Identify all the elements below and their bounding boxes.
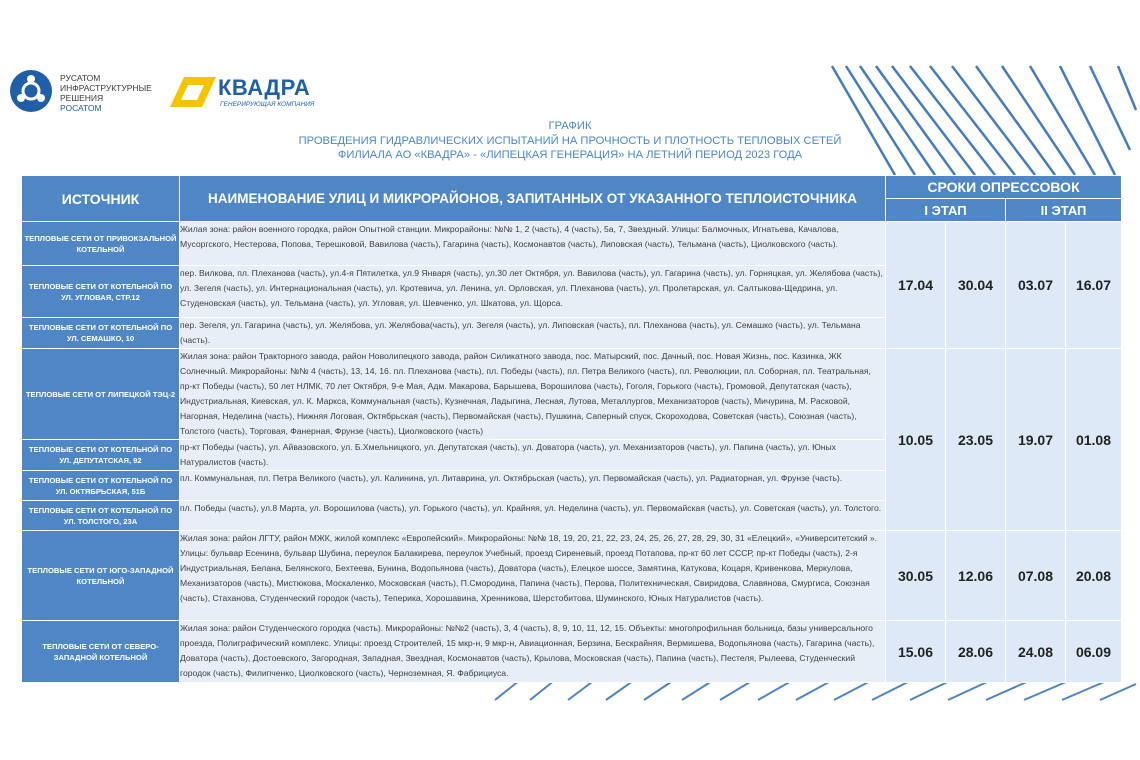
header-source: ИСТОЧНИК bbox=[22, 176, 180, 222]
rosatom-line-3: РЕШЕНИЯ bbox=[60, 93, 104, 103]
title-line-1: ГРАФИК bbox=[548, 120, 592, 132]
kvadra-mark-icon bbox=[170, 75, 216, 109]
date-cell: 20.08 bbox=[1066, 531, 1122, 621]
schedule-table bbox=[21, 175, 1122, 683]
source-cell: ТЕПЛОВЫЕ СЕТИ ОТ КОТЕЛЬНОЙ ПО УЛ. СЕМАШКО, 10 bbox=[22, 318, 180, 349]
source-cell: ТЕПЛОВЫЕ СЕТИ ОТ ЛИПЕЦКОЙ ТЭЦ-2 bbox=[22, 349, 180, 440]
table-row bbox=[22, 349, 1122, 440]
date-cell: 30.05 bbox=[886, 531, 946, 621]
streets-cell: пер. Вилкова, пл. Плеханова (часть), ул.4-я Пятилетка, ул.9 Января (часть), ул.30 лет Октября, ул. Вавилова (часть), ул. Гагарина (часть), ул. Горняцкая, ул. Желябова (часть), ул. Зегеля (часть), ул. Интернациональная (часть), ул. Кротевича, ул. Ленина, ул. Орловская, ул. Плеханова (часть), ул. Пролетарская, ул. Салтыкова-Щедрина, ул. Студеновская (часть), ул. Тельмана (часть), ул. Угловая, ул. Шевченко, ул. Шкатова, ул. Щорса. bbox=[180, 266, 886, 318]
table-row bbox=[22, 621, 1122, 683]
streets-cell: пл. Победы (часть), ул.8 Марта, ул. Ворошилова (часть), ул. Горького (часть), ул. Крайняя, ул. Неделина (часть), ул. Первомайская (часть), ул. Советская (часть), ул. Толстого. bbox=[180, 501, 886, 531]
source-cell: ТЕПЛОВЫЕ СЕТИ ОТ КОТЕЛЬНОЙ ПО УЛ. ОКТЯБРЬСКАЯ, 51Б bbox=[22, 471, 180, 501]
streets-cell: Жилая зона: район Студенческого городка (часть). Микрорайоны: №№2 (часть), 3, 4 (часть), 8, 9, 10, 11, 12, 15. Объекты: многопрофильная больница, базы универсального проезда, Полиграфический комплекс. Улицы: проезд Строителей, 15 мкр-н, 9 мкр-н, Авиационная, Берзина, Бескрайняя, Вермишева, Водопьянова (часть), Гагарина (часть), Доватора (часть), Достоевского, Загородная, Западная, Звездная, Космонавтов (часть), Крылова, Московская (часть), Папина (часть), Пестеля, Рылеева, Студенческий городок (часть), Филипченко, Циолковского (часть), Черноземная, Я. Фабрициуса. bbox=[180, 621, 886, 683]
rosatom-line-4: РОСАТОМ bbox=[60, 103, 102, 113]
rosatom-line-1: РУСАТОМ bbox=[60, 73, 101, 83]
date-cell: 07.08 bbox=[1006, 531, 1066, 621]
date-cell: 15.06 bbox=[886, 621, 946, 683]
date-cell: 17.04 bbox=[886, 222, 946, 349]
header-streets: НАИМЕНОВАНИЕ УЛИЦ И МИКРОРАЙОНОВ, ЗАПИТАННЫХ ОТ УКАЗАННОГО ТЕПЛОИСТОЧНИКА bbox=[180, 176, 886, 222]
streets-cell: Жилая зона: район военного городка, район Опытной станции. Микрорайоны: №№ 1, 2 (часть), 4 (часть), 5а, 7, Звездный. Улицы: Балмочных, Игнатьева, Качалова, Мусоргского, Нестерова, Попова, Терешковой, Вавилова (часть), Гагарина (часть), Космонавтов (часть), Липовская (часть), Тельмана (часть), Циолковского (часть). bbox=[180, 222, 886, 266]
header-stage-2: II ЭТАП bbox=[1006, 199, 1122, 222]
source-cell: ТЕПЛОВЫЕ СЕТИ ОТ КОТЕЛЬНОЙ ПО УЛ. ДЕПУТАТСКАЯ, 92 bbox=[22, 440, 180, 471]
streets-cell: пр-кт Победы (часть), ул. Айвазовского, ул. Б.Хмельницкого, ул. Депутатская (часть), ул. Доватора (часть), ул. Механизаторов (часть), ул. Папина (часть), ул. Юных Натуралистов (часть). bbox=[180, 440, 886, 471]
date-cell: 28.06 bbox=[946, 621, 1006, 683]
header-row-1 bbox=[22, 176, 1122, 199]
date-cell: 03.07 bbox=[1006, 222, 1066, 349]
streets-cell: пл. Коммунальная, пл. Петра Великого (часть), ул. Калинина, ул. Литаврина, ул. Октябрьская (часть), ул. Первомайская (часть), ул. Радиаторная, ул. Фрунзе (часть). bbox=[180, 471, 886, 501]
date-cell: 30.04 bbox=[946, 222, 1006, 349]
rosatom-atom-icon bbox=[10, 70, 52, 112]
title-line-2: ПРОВЕДЕНИЯ ГИДРАВЛИЧЕСКИХ ИСПЫТАНИЙ НА ПРОЧНОСТЬ И ПЛОТНОСТЬ ТЕПЛОВЫХ СЕТЕЙ bbox=[298, 134, 842, 147]
table-row bbox=[22, 222, 1122, 266]
source-cell: ТЕПЛОВЫЕ СЕТИ ОТ СЕВЕРО-ЗАПАДНОЙ КОТЕЛЬНОЙ bbox=[22, 621, 180, 683]
kvadra-subtitle: ГЕНЕРИРУЮЩАЯ КОМПАНИЯ bbox=[220, 101, 315, 108]
source-cell: ТЕПЛОВЫЕ СЕТИ ОТ ПРИВОКЗАЛЬНОЙ КОТЕЛЬНОЙ bbox=[22, 222, 180, 266]
source-cell: ТЕПЛОВЫЕ СЕТИ ОТ ЮГО-ЗАПАДНОЙ КОТЕЛЬНОЙ bbox=[22, 531, 180, 621]
source-cell: ТЕПЛОВЫЕ СЕТИ ОТ КОТЕЛЬНОЙ ПО УЛ. УГЛОВАЯ, СТР.12 bbox=[22, 266, 180, 318]
header-dates: СРОКИ ОПРЕССОВОК bbox=[886, 176, 1122, 199]
date-cell: 12.06 bbox=[946, 531, 1006, 621]
table-row bbox=[22, 531, 1122, 621]
date-cell: 23.05 bbox=[946, 349, 1006, 531]
streets-cell: Жилая зона: район ЛГТУ, район МЖК, жилой комплекс «Европейский». Микрорайоны: №№ 18, 19, 20, 21, 22, 23, 24, 25, 26, 27, 28, 29, 30, 31 «Елецкий», «Университетский ». Улицы: бульвар Есенина, бульвар Шубина, переулок Балакирева, переулок Учебный, проезд Сиреневый, проезд Потапова, пр-кт 60 лет СССР, пр-кт Победы (часть), 2-я Индустриальная, Белана, Белянского, Бехтеева, Бунина, Водопьянова (часть), Доватора (часть), Елецкое шоссе, Замятина, Катукова, Коцаря, Кривенкова, Меркулова, Механизаторов (часть), Мистюкова, Москаленко, Московская (часть), П.Смородина, Папина (часть), Перова, Политехническая, Свиридова, Славянова, Смургиса, Союзная (часть), Стаханова, Студенческий городок (часть), Теперика, Хорошавина, Хренникова, Шерстобитова, Шуминского, Юных Натуралистов (часть). bbox=[180, 531, 886, 621]
date-cell: 06.09 bbox=[1066, 621, 1122, 683]
date-cell: 10.05 bbox=[886, 349, 946, 531]
title-line-3: ФИЛИАЛА АО «КВАДРА» - «ЛИПЕЦКАЯ ГЕНЕРАЦИЯ» НА ЛЕТНИЙ ПЕРИОД 2023 ГОДА bbox=[337, 149, 803, 161]
kvadra-name: КВАДРА bbox=[218, 75, 311, 100]
page-title bbox=[240, 119, 900, 163]
date-cell: 24.08 bbox=[1006, 621, 1066, 683]
date-cell: 16.07 bbox=[1066, 222, 1122, 349]
rosatom-logo bbox=[10, 70, 170, 114]
header-stage-1: I ЭТАП bbox=[886, 199, 1006, 222]
source-cell: ТЕПЛОВЫЕ СЕТИ ОТ КОТЕЛЬНОЙ ПО УЛ. ТОЛСТОГО, 23А bbox=[22, 501, 180, 531]
date-cell: 01.08 bbox=[1066, 349, 1122, 531]
rosatom-line-2: ИНФРАСТРУКТУРНЫЕ bbox=[60, 83, 152, 93]
streets-cell: пер. Зегеля, ул. Гагарина (часть), ул. Желябова, ул. Желябова(часть), ул. Зегеля (часть), ул. Липовская (часть), пл. Плеханова (часть), ул. Семашко (часть), ул. Тельмана (часть). bbox=[180, 318, 886, 349]
date-cell: 19.07 bbox=[1006, 349, 1066, 531]
kvadra-logo bbox=[170, 73, 330, 113]
streets-cell: Жилая зона: район Тракторного завода, район Новолипецкого завода, район Силикатного завода, пос. Матырский, пос. Дачный, пос. Новая Жизнь, пос. Казинка, ЖК Солнечный. Микрорайоны: №№ 4 (часть), 13, 14, 16. пл. Плеханова (часть), пл. Победы (часть), пл. Петра Великого (часть), пл. Революции, пл. Соборная, пл. Театральная, пр-кт Победы (часть), 50 лет НЛМК, 70 лет Октября, 9-е Мая, Адм. Макарова, Барышева, Ворошилова (часть), Гоголя, Горького (часть), Громовой, Депутатская (часть), Индустриальная, Киевская, ул. К. Маркса, Коммунальная (часть), Кузнечная, Ладыгина, Лесная, Лутова, Металлургов, Механизаторов (часть), Мичурина, М. Расковой, Нагорная, Неделина (часть), Нижняя Логовая, Октябрьская (часть), Первомайская (часть), Пушкина, Саперный спуск, Скороходова, Советская (часть), Союзная (часть), Толстого (часть), Торговая, Фанерная, Фрунзе (часть), Циолковского (часть) bbox=[180, 349, 886, 440]
